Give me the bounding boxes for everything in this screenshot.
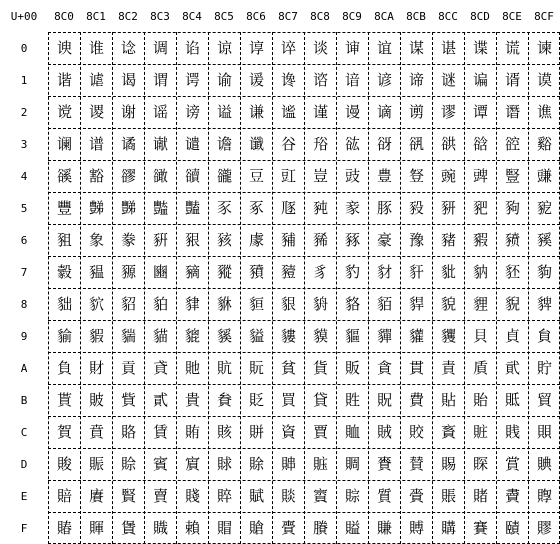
glyph-cell[interactable]: 賒	[120, 455, 136, 473]
glyph-cell[interactable]: 貎	[504, 295, 520, 313]
glyph-cell[interactable]: 賳	[152, 519, 168, 537]
glyph-cell[interactable]: 賮	[504, 487, 520, 505]
glyph-cell[interactable]: 谢	[120, 103, 136, 121]
glyph-cell[interactable]: 賑	[88, 455, 104, 473]
row-header: 6	[20, 233, 28, 247]
glyph-cell[interactable]: 賛	[408, 455, 424, 473]
glyph-cell[interactable]: 谿	[536, 135, 552, 153]
glyph-cell[interactable]: 貃	[152, 295, 168, 313]
glyph-cell[interactable]: 豾	[504, 263, 520, 281]
glyph-cell[interactable]: 谱	[88, 135, 104, 153]
glyph-cell[interactable]: 貏	[536, 295, 552, 313]
glyph-cell[interactable]: 貦	[248, 359, 264, 377]
glyph-cell[interactable]: 豄	[184, 167, 200, 185]
glyph-cell[interactable]: 豿	[536, 263, 552, 281]
glyph-cell[interactable]: 谟	[536, 71, 552, 89]
glyph-cell[interactable]: 谥	[216, 103, 232, 121]
glyph-cell[interactable]: 谝	[472, 71, 488, 89]
glyph-cell[interactable]: 谎	[504, 39, 520, 57]
glyph-cell[interactable]: 賃	[152, 423, 168, 441]
glyph-cell[interactable]: 谫	[408, 103, 424, 121]
glyph-cell[interactable]: 賡	[88, 487, 104, 505]
column-header: 8C4	[182, 9, 202, 23]
glyph-cell[interactable]: 谧	[280, 103, 296, 121]
glyph-cell[interactable]: 賓	[152, 455, 168, 473]
glyph-cell[interactable]: 豢	[120, 231, 136, 249]
glyph-cell[interactable]: 豮	[504, 231, 520, 249]
glyph-cell[interactable]: 豚	[376, 199, 392, 217]
glyph-cell[interactable]: 賌	[440, 423, 456, 441]
glyph-cell[interactable]: 豗	[280, 199, 296, 217]
glyph-cell[interactable]: 賀	[56, 423, 72, 441]
column-header: 8C6	[246, 9, 266, 23]
glyph-cell[interactable]: 谺	[376, 135, 392, 153]
glyph-cell[interactable]: 賘	[312, 455, 328, 473]
glyph-cell[interactable]: 貹	[344, 391, 360, 409]
glyph-cell[interactable]: 賧	[280, 487, 296, 505]
glyph-cell[interactable]: 谹	[344, 135, 360, 153]
glyph-cell[interactable]: 貁	[88, 295, 104, 313]
row-header: 2	[20, 105, 28, 119]
glyph-cell[interactable]: 豥	[216, 231, 232, 249]
glyph-cell[interactable]: 賩	[344, 487, 360, 505]
glyph-cell[interactable]: 豑	[88, 199, 104, 217]
glyph-cell[interactable]: 豧	[280, 231, 296, 249]
glyph-cell[interactable]: 谻	[408, 135, 424, 153]
glyph-cell[interactable]: 賹	[344, 519, 360, 537]
glyph-cell[interactable]: 谶	[248, 135, 264, 153]
row-header: 3	[20, 137, 28, 151]
glyph-cell[interactable]: 貯	[536, 359, 552, 377]
glyph-cell[interactable]: 谉	[344, 39, 360, 57]
glyph-cell[interactable]: 貇	[280, 295, 296, 313]
glyph-cell[interactable]: 谠	[56, 103, 72, 121]
glyph-cell[interactable]: 貔	[184, 327, 200, 345]
glyph-cell[interactable]: 貳	[152, 391, 168, 409]
glyph-cell[interactable]: 貑	[88, 327, 104, 345]
glyph-cell[interactable]: 賅	[216, 423, 232, 441]
glyph-cell[interactable]: 貤	[184, 359, 200, 377]
glyph-cell[interactable]: 賯	[536, 487, 552, 505]
column-header: 8C5	[214, 9, 234, 23]
glyph-cell[interactable]: 豯	[536, 231, 552, 249]
glyph-cell[interactable]: 豜	[440, 199, 456, 217]
glyph-cell[interactable]: 貲	[120, 391, 136, 409]
glyph-cell[interactable]: 谴	[184, 135, 200, 153]
glyph-cell[interactable]: 責	[440, 359, 456, 377]
glyph-cell[interactable]: 豞	[504, 199, 520, 217]
glyph-cell[interactable]: 貿	[536, 391, 552, 409]
glyph-cell[interactable]: 豝	[472, 199, 488, 217]
glyph-cell[interactable]: 谬	[440, 103, 456, 121]
glyph-cell[interactable]: 賠	[56, 487, 72, 505]
glyph-cell[interactable]: 賚	[376, 455, 392, 473]
column-header: 8C9	[342, 9, 362, 23]
glyph-cell[interactable]: 販	[344, 359, 360, 377]
glyph-cell[interactable]: 賆	[248, 423, 264, 441]
glyph-cell[interactable]: 谩	[344, 103, 360, 121]
glyph-cell[interactable]: 賭	[472, 487, 488, 505]
column-header: 8CD	[470, 9, 490, 23]
glyph-cell[interactable]: 賎	[504, 423, 520, 441]
glyph-cell[interactable]: 豀	[56, 167, 72, 185]
column-header: 8CA	[374, 9, 394, 23]
glyph-cell[interactable]: 谨	[312, 103, 328, 121]
glyph-cell[interactable]: 豓	[152, 199, 168, 217]
glyph-cell[interactable]: 豭	[472, 231, 488, 249]
glyph-cell[interactable]: 谒	[120, 71, 136, 89]
glyph-cell[interactable]: 豍	[472, 167, 488, 185]
glyph-cell[interactable]: 貌	[440, 295, 456, 313]
glyph-cell[interactable]: 谁	[88, 39, 104, 57]
glyph-cell[interactable]: 賲	[120, 519, 136, 537]
glyph-cell[interactable]: 豨	[312, 231, 328, 249]
glyph-cell[interactable]: 貵	[216, 391, 232, 409]
glyph-cell[interactable]: 貨	[312, 359, 328, 377]
glyph-cell[interactable]: 调	[152, 39, 168, 57]
glyph-cell[interactable]: 貘	[312, 327, 328, 345]
glyph-cell[interactable]: 貱	[88, 391, 104, 409]
glyph-cell[interactable]: 谄	[184, 39, 200, 57]
glyph-cell[interactable]: 賊	[376, 423, 392, 441]
column-header: 8C1	[86, 9, 106, 23]
glyph-cell[interactable]: 貜	[440, 327, 456, 345]
glyph-cell[interactable]: 谷	[280, 135, 296, 153]
glyph-cell[interactable]: 賙	[344, 455, 360, 473]
glyph-cell[interactable]: 豤	[184, 231, 200, 249]
glyph-cell[interactable]: 谤	[184, 103, 200, 121]
glyph-cell[interactable]: 谏	[536, 39, 552, 57]
glyph-cell[interactable]: 賝	[472, 455, 488, 473]
glyph-cell[interactable]: 谚	[376, 71, 392, 89]
glyph-cell[interactable]: 貉	[344, 295, 360, 313]
glyph-cell[interactable]: 貂	[120, 295, 136, 313]
glyph-cell[interactable]: 貭	[472, 359, 488, 377]
glyph-cell[interactable]: 賷	[280, 519, 296, 537]
column-header: 8C0	[54, 9, 74, 23]
glyph-cell[interactable]: 谣	[152, 103, 168, 121]
glyph-cell[interactable]: 豠	[56, 231, 72, 249]
column-header: 8CF	[534, 9, 554, 23]
glyph-cell[interactable]: 貕	[216, 327, 232, 345]
glyph-cell[interactable]: 豰	[56, 263, 72, 281]
glyph-cell[interactable]: 豘	[312, 199, 328, 217]
glyph-cell[interactable]: 谸	[312, 135, 328, 153]
glyph-cell[interactable]: 谋	[408, 39, 424, 57]
glyph-cell[interactable]: 貛	[408, 327, 424, 345]
glyph-cell[interactable]: 貊	[376, 295, 392, 313]
glyph-cell[interactable]: 賺	[376, 519, 392, 537]
glyph-cell[interactable]: 貟	[536, 327, 552, 345]
glyph-cell[interactable]: 貽	[472, 391, 488, 409]
row-header: 7	[20, 265, 28, 279]
glyph-cell[interactable]: 谞	[504, 71, 520, 89]
glyph-cell[interactable]: 豐	[56, 199, 72, 217]
glyph-cell[interactable]: 豆	[248, 167, 264, 185]
glyph-cell[interactable]: 谍	[472, 39, 488, 57]
glyph-cell[interactable]: 豫	[408, 231, 424, 249]
glyph-cell[interactable]: 賬	[440, 487, 456, 505]
glyph-cell[interactable]: 谡	[88, 103, 104, 121]
glyph-cell[interactable]: 豻	[408, 263, 424, 281]
glyph-cell[interactable]: 賿	[536, 519, 552, 537]
glyph-cell[interactable]: 豈	[312, 167, 328, 185]
glyph-cell[interactable]: 豙	[344, 199, 360, 217]
glyph-cell[interactable]: 賁	[88, 423, 104, 441]
glyph-cell[interactable]: 貞	[504, 327, 520, 345]
glyph-cell[interactable]: 賢	[120, 487, 136, 505]
glyph-cell[interactable]: 貒	[120, 327, 136, 345]
glyph-cell[interactable]: 豅	[216, 167, 232, 185]
glyph-cell[interactable]: 賈	[312, 423, 328, 441]
glyph-cell[interactable]: 豃	[152, 167, 168, 185]
glyph-cell[interactable]: 谖	[248, 71, 264, 89]
glyph-cell[interactable]: 貈	[312, 295, 328, 313]
glyph-cell[interactable]: 豏	[536, 167, 552, 185]
glyph-cell[interactable]: 豟	[536, 199, 552, 217]
glyph-cell[interactable]: 貼	[440, 391, 456, 409]
row-header: C	[20, 425, 28, 439]
glyph-cell[interactable]: 貸	[312, 391, 328, 409]
glyph-cell[interactable]: 貓	[152, 327, 168, 345]
glyph-cell[interactable]: 谀	[56, 39, 72, 57]
glyph-cell[interactable]: 谼	[440, 135, 456, 153]
glyph-cell[interactable]: 谐	[56, 71, 72, 89]
column-header: 8C7	[278, 9, 298, 23]
glyph-cell[interactable]: 貧	[280, 359, 296, 377]
glyph-cell[interactable]: 貣	[152, 359, 168, 377]
glyph-cell[interactable]: 豱	[88, 263, 104, 281]
glyph-cell[interactable]: 賣	[152, 487, 168, 505]
column-header: 8C3	[150, 9, 170, 23]
glyph-cell[interactable]: 貺	[376, 391, 392, 409]
glyph-cell[interactable]: 賐	[56, 455, 72, 473]
glyph-cell[interactable]: 賉	[344, 423, 360, 441]
glyph-cell[interactable]: 賰	[56, 519, 72, 537]
glyph-cell[interactable]: 質	[376, 487, 392, 505]
glyph-cell[interactable]: 谆	[248, 39, 264, 57]
glyph-cell[interactable]: 買	[280, 391, 296, 409]
glyph-cell[interactable]: 貰	[56, 391, 72, 409]
glyph-cell[interactable]: 豶	[248, 263, 264, 281]
glyph-cell[interactable]: 谪	[376, 103, 392, 121]
glyph-cell[interactable]: 賵	[216, 519, 232, 537]
glyph-cell[interactable]: 賨	[312, 487, 328, 505]
glyph-cell[interactable]: 谽	[472, 135, 488, 153]
glyph-cell[interactable]: 豒	[120, 199, 136, 217]
glyph-cell[interactable]: 谵	[216, 135, 232, 153]
glyph-cell[interactable]: 貴	[184, 391, 200, 409]
glyph-cell[interactable]: 豖	[248, 199, 264, 217]
glyph-cell[interactable]: 谈	[312, 39, 328, 57]
glyph-cell[interactable]: 賱	[88, 519, 104, 537]
glyph-cell[interactable]: 豉	[344, 167, 360, 185]
glyph-cell[interactable]: 賜	[440, 455, 456, 473]
glyph-cell[interactable]: 豔	[184, 199, 200, 217]
glyph-cell[interactable]: 貫	[408, 359, 424, 377]
column-header: 8CE	[502, 9, 522, 23]
row-header: A	[20, 361, 28, 375]
glyph-cell[interactable]: 豌	[440, 167, 456, 185]
glyph-cell[interactable]: 貍	[472, 295, 488, 313]
glyph-cell[interactable]: 貅	[216, 295, 232, 313]
glyph-cell[interactable]: 豎	[504, 167, 520, 185]
glyph-cell[interactable]: 豋	[408, 167, 424, 185]
row-header: B	[20, 393, 28, 407]
glyph-cell[interactable]: 谜	[440, 71, 456, 89]
glyph-cell[interactable]: 豣	[152, 231, 168, 249]
glyph-cell[interactable]: 豺	[376, 263, 392, 281]
glyph-cell[interactable]: 豊	[376, 167, 392, 185]
glyph-cell[interactable]: 賤	[184, 487, 200, 505]
glyph-cell[interactable]: 賍	[472, 423, 488, 441]
glyph-cell[interactable]: 賔	[184, 455, 200, 473]
corner-label: U+00	[10, 9, 38, 23]
column-header: 8C8	[310, 9, 330, 23]
glyph-cell[interactable]: 賦	[248, 487, 264, 505]
glyph-cell[interactable]: 賥	[216, 487, 232, 505]
glyph-cell[interactable]: 谊	[376, 39, 392, 57]
row-header: D	[20, 457, 28, 471]
glyph-cell[interactable]: 豸	[312, 263, 328, 281]
glyph-cell[interactable]: 谙	[344, 71, 360, 89]
glyph-cell[interactable]: 谓	[152, 71, 168, 89]
glyph-cell[interactable]: 賸	[312, 519, 328, 537]
glyph-cell[interactable]: 豁	[88, 167, 104, 185]
glyph-cell[interactable]: 貙	[344, 327, 360, 345]
glyph-cell[interactable]: 谮	[504, 103, 520, 121]
glyph-cell[interactable]: 豦	[248, 231, 264, 249]
glyph-cell[interactable]: 賋	[408, 423, 424, 441]
row-header: 0	[20, 41, 28, 55]
glyph-cell[interactable]: 豼	[440, 263, 456, 281]
glyph-cell[interactable]: 豂	[120, 167, 136, 185]
glyph-cell[interactable]: 資	[280, 423, 296, 441]
glyph-cell[interactable]: 豵	[216, 263, 232, 281]
glyph-cell[interactable]: 豕	[216, 199, 232, 217]
glyph-cell[interactable]: 賂	[120, 423, 136, 441]
column-header: 8CB	[406, 9, 426, 23]
row-header: 4	[20, 169, 28, 183]
glyph-cell[interactable]: 負	[56, 359, 72, 377]
glyph-cell[interactable]: 谂	[120, 39, 136, 57]
glyph-cell[interactable]: 貀	[56, 295, 72, 313]
glyph-cell[interactable]: 谅	[216, 39, 232, 57]
row-header: 1	[20, 73, 28, 87]
glyph-cell[interactable]: 谭	[472, 103, 488, 121]
glyph-cell[interactable]: 貚	[376, 327, 392, 345]
glyph-cell[interactable]: 賫	[408, 487, 424, 505]
glyph-cell[interactable]: 賴	[184, 519, 200, 537]
glyph-cell[interactable]: 購	[440, 519, 456, 537]
glyph-cell[interactable]: 豴	[184, 263, 200, 281]
glyph-cell[interactable]: 賕	[216, 455, 232, 473]
glyph-cell[interactable]: 豳	[152, 263, 168, 281]
glyph-cell[interactable]: 貮	[504, 359, 520, 377]
glyph-cell[interactable]: 豩	[344, 231, 360, 249]
glyph-cell[interactable]: 豛	[408, 199, 424, 217]
glyph-cell[interactable]: 豹	[344, 263, 360, 281]
glyph-cell[interactable]: 谕	[216, 71, 232, 89]
glyph-cell[interactable]: 豲	[120, 263, 136, 281]
glyph-cell[interactable]: 貆	[248, 295, 264, 313]
glyph-cell[interactable]: 貝	[472, 327, 488, 345]
glyph-cell[interactable]: 谛	[408, 71, 424, 89]
glyph-cell[interactable]: 谘	[312, 71, 328, 89]
glyph-cell[interactable]: 象	[88, 231, 104, 249]
glyph-cell[interactable]: 谔	[184, 71, 200, 89]
glyph-cell[interactable]: 賞	[504, 455, 520, 473]
glyph-cell[interactable]: 貶	[248, 391, 264, 409]
glyph-cell[interactable]: 貪	[376, 359, 392, 377]
glyph-cell[interactable]: 賻	[408, 519, 424, 537]
glyph-cell[interactable]: 貐	[56, 327, 72, 345]
glyph-cell[interactable]: 豬	[440, 231, 456, 249]
glyph-cell[interactable]: 賟	[536, 455, 552, 473]
glyph-cell[interactable]: 谳	[152, 135, 168, 153]
glyph-cell[interactable]: 貄	[184, 295, 200, 313]
glyph-cell[interactable]: 貖	[248, 327, 264, 345]
glyph-cell[interactable]: 谲	[120, 135, 136, 153]
column-header: 8C2	[118, 9, 138, 23]
glyph-cell[interactable]: 谾	[504, 135, 520, 153]
glyph-cell[interactable]: 賖	[248, 455, 264, 473]
glyph-cell[interactable]: 豪	[376, 231, 392, 249]
row-header: 8	[20, 297, 28, 311]
glyph-cell[interactable]: 賏	[536, 423, 552, 441]
glyph-cell[interactable]: 豇	[280, 167, 296, 185]
glyph-cell[interactable]: 谰	[56, 135, 72, 153]
glyph-cell[interactable]: 賄	[184, 423, 200, 441]
row-header: 9	[20, 329, 28, 343]
glyph-cell[interactable]: 貥	[216, 359, 232, 377]
column-header: 8CC	[438, 9, 458, 23]
glyph-cell[interactable]: 賗	[280, 455, 296, 473]
glyph-cell[interactable]: 貾	[504, 391, 520, 409]
glyph-cell[interactable]: 谇	[280, 39, 296, 57]
glyph-cell[interactable]: 貋	[408, 295, 424, 313]
row-header: E	[20, 489, 28, 503]
glyph-cell[interactable]: 賶	[248, 519, 264, 537]
row-header: 5	[20, 201, 28, 215]
glyph-cell[interactable]: 豷	[280, 263, 296, 281]
glyph-cell[interactable]: 谯	[536, 103, 552, 121]
glyph-cell[interactable]: 貗	[280, 327, 296, 345]
glyph-cell[interactable]: 豽	[472, 263, 488, 281]
glyph-cell[interactable]: 谗	[280, 71, 296, 89]
glyph-cell[interactable]: 谌	[440, 39, 456, 57]
glyph-cell[interactable]: 谦	[248, 103, 264, 121]
glyph-cell[interactable]: 賾	[504, 519, 520, 537]
glyph-cell[interactable]: 谑	[88, 71, 104, 89]
glyph-cell[interactable]: 賽	[472, 519, 488, 537]
glyph-cell[interactable]: 財	[88, 359, 104, 377]
glyph-cell[interactable]: 貢	[120, 359, 136, 377]
row-header: F	[20, 521, 28, 535]
glyph-cell[interactable]: 費	[408, 391, 424, 409]
